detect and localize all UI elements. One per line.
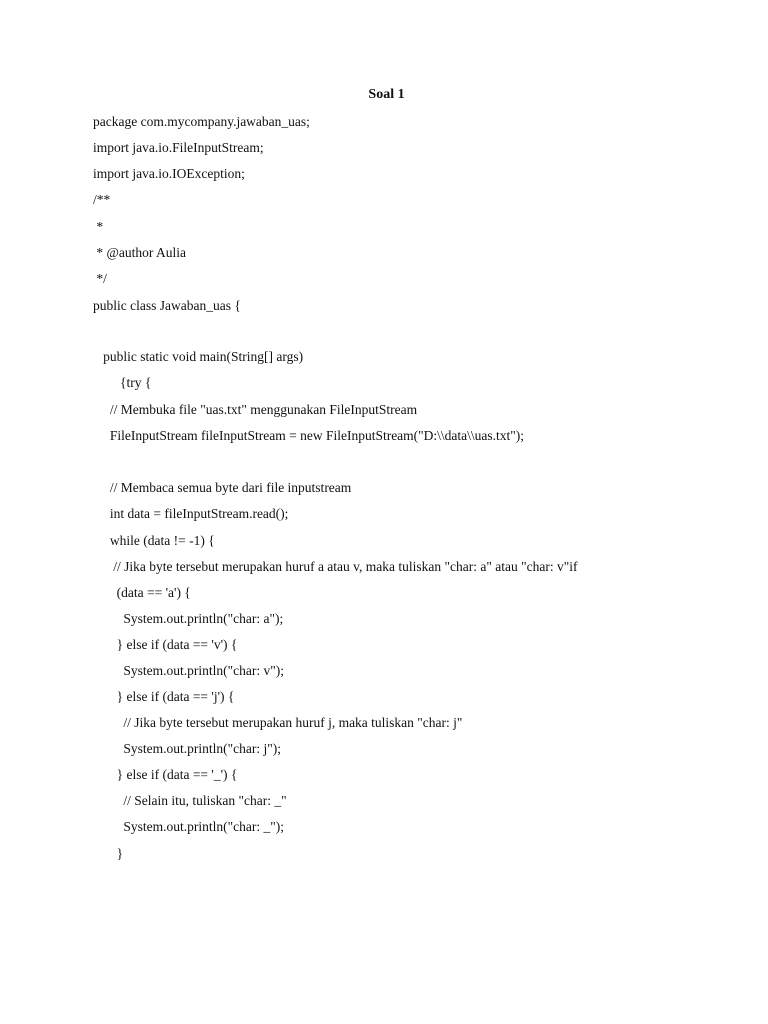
code-line: } xyxy=(93,846,124,861)
code-line: // Membaca semua byte dari file inputstream xyxy=(93,480,352,495)
code-line: FileInputStream fileInputStream = new FileInputStream("D:\\data\\uas.txt"); xyxy=(93,428,525,443)
code-line: System.out.println("char: v"); xyxy=(93,663,284,678)
code-line: System.out.println("char: a"); xyxy=(93,611,284,626)
code-line: int data = fileInputStream.read(); xyxy=(93,506,289,521)
code-line: // Jika byte tersebut merupakan huruf a atau v, maka tuliskan "char: a" atau "char: v"if xyxy=(93,559,578,574)
code-line: System.out.println("char: j"); xyxy=(93,741,281,756)
code-line: } else if (data == 'v') { xyxy=(93,637,238,652)
page-title: Soal 1 xyxy=(368,87,405,102)
code-line: // Jika byte tersebut merupakan huruf j, maka tuliskan "char: j" xyxy=(93,715,463,730)
code-line: /** xyxy=(93,192,111,207)
code-line: * xyxy=(93,219,104,234)
code-line: (data == 'a') { xyxy=(93,585,191,600)
code-line: public static void main(String[] args) xyxy=(93,349,304,364)
code-line: System.out.println("char: _"); xyxy=(93,819,284,834)
code-line: } else if (data == 'j') { xyxy=(93,689,235,704)
code-line: {try { xyxy=(93,375,152,390)
code-line: * @author Aulia xyxy=(93,245,187,260)
code-line: package com.mycompany.jawaban_uas; xyxy=(93,114,310,129)
code-line: while (data != -1) { xyxy=(93,533,215,548)
code-line: // Membuka file "uas.txt" menggunakan FileInputStream xyxy=(93,402,418,417)
code-line: } else if (data == '_') { xyxy=(93,767,238,782)
code-line: import java.io.FileInputStream; xyxy=(93,140,264,155)
code-line: // Selain itu, tuliskan "char: _" xyxy=(93,793,287,808)
code-line: import java.io.IOException; xyxy=(93,166,245,181)
code-line: */ xyxy=(93,271,107,286)
code-line: public class Jawaban_uas { xyxy=(93,298,241,313)
